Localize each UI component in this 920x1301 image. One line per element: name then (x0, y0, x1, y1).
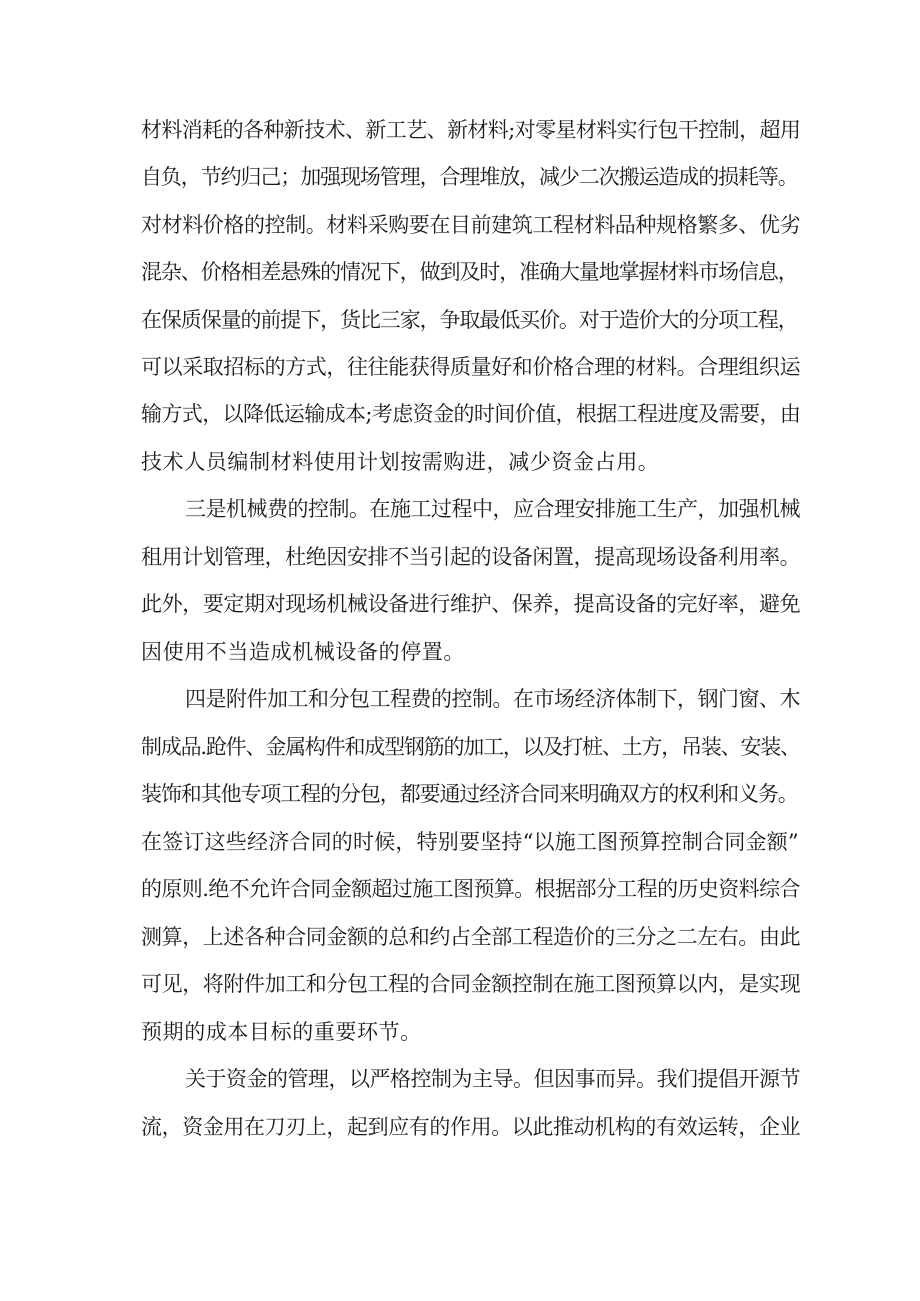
text-line: 混杂、价格相差悬殊的情况下，做到及时，准确大量地掌握材料市场信息， (141, 260, 798, 284)
text-line: 制成品.跄件、金属构件和成型钢筋的加工，以及打桩、土方，吊装、安装、 (141, 735, 800, 759)
paragraph-start-line: 三是机械费的控制。在施工过程中，应合理安排施工生产，加强机械 (185, 497, 800, 521)
text-line: 的原则.绝不允许合同金额超过施工图预算。根据部分工程的历史资料综合 (141, 877, 800, 901)
text-line: 自负，节约归己；加强现场管理，合理堆放，减少二次搬运造成的损耗等。 (141, 165, 798, 189)
text-line: 因使用不当造成机械设备的停置。 (141, 640, 465, 664)
text-line: 在保质保量的前提下，货比三家，争取最低买价。对于造价大的分项工程， (141, 308, 798, 332)
text-line: 材料消耗的各种新技术、新工艺、新材料;对零星材料实行包干控制，超用 (141, 118, 801, 142)
text-line: 装饰和其他专项工程的分包，都要通过经济合同来明确双方的权利和义务。 (141, 782, 798, 806)
text-line: 可以采取招标的方式，往往能获得质量好和价格合理的材料。合理组织运 (141, 355, 801, 379)
text-line: 租用计划管理，杜绝因安排不当引起的设备闲置，提高现场设备利用率。 (141, 545, 801, 569)
text-line: 在签订这些经济合同的时候，特别要坚持“以施工图预算控制合同金额” (141, 830, 799, 854)
text-line: 流，资金用在刀刃上，起到应有的作用。以此推动机构的有效运转，企业 (141, 1115, 801, 1139)
paragraph-start-line: 四是附件加工和分包工程费的控制。在市场经济体制下，钢门窗、木 (185, 687, 800, 711)
text-line: 测算，上述各种合同金额的总和约占全部工程造价的三分之二左右。由此 (141, 925, 801, 949)
text-line: 此外，要定期对现场机械设备进行维护、保养，提高设备的完好率，避免 (141, 592, 801, 616)
paragraph-start-line: 关于资金的管理，以严格控制为主导。但因事而异。我们提倡开源节 (185, 1067, 800, 1091)
text-line: 预期的成本目标的重要环节。 (141, 1020, 422, 1044)
text-line: 输方式，以降低运输成本;考虑资金的时间价值，根据工程进度及需要，由 (141, 402, 801, 426)
text-line: 可见，将附件加工和分包工程的合同金额控制在施工图预算以内，是实现 (141, 972, 801, 996)
text-line: 对材料价格的控制。材料采购要在目前建筑工程材料品种规格繁多、优劣 (141, 213, 801, 237)
text-line: 技术人员编制材料使用计划按需购进，减少资金占用。 (141, 450, 660, 474)
